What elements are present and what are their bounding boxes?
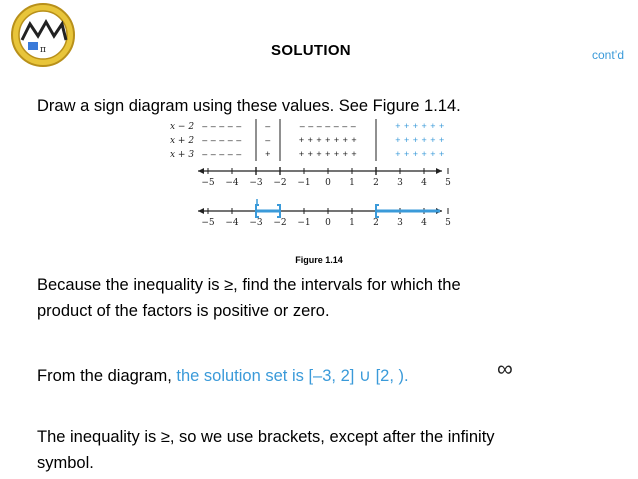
axis-arrow-right <box>436 168 442 174</box>
tick-label: 1 <box>349 178 355 188</box>
tick-label: 4 <box>421 218 427 228</box>
tick-label: −3 <box>249 178 263 188</box>
number-line-top <box>198 167 451 188</box>
figure-caption: Figure 1.14 <box>295 255 343 265</box>
svg-text:π: π <box>40 45 46 55</box>
sign-segment: – – – – – <box>202 135 242 145</box>
tick-label: −1 <box>297 218 311 228</box>
tick-label: 4 <box>421 178 427 188</box>
paragraph-sign-diagram: Draw a sign diagram using these values. See Figure 1.14. <box>37 97 461 115</box>
tick-label: 0 <box>325 178 331 188</box>
infinity-symbol: ∞ <box>497 356 513 381</box>
tick-label: 5 <box>445 178 451 188</box>
tick-label: 2 <box>373 178 379 188</box>
paragraph-solution <box>37 363 409 389</box>
tick-label: −4 <box>225 218 239 228</box>
paragraph-inequality-line1: Because the inequality is ≥, find the intervals for which the <box>37 276 461 294</box>
paragraph-brackets-line2: symbol. <box>37 454 94 472</box>
paragraph-brackets-line1: The inequality is ≥, so we use brackets, except after the infinity <box>37 428 495 446</box>
solution-prefix: From the diagram, <box>37 367 177 385</box>
tick-label: 5 <box>445 218 451 228</box>
tick-label: 3 <box>397 218 403 228</box>
solution-set: the solution set is [–3, 2] ∪ [2, ). <box>176 367 409 385</box>
sign-segment: – – – – – – – <box>299 121 357 131</box>
paragraph-brackets <box>37 424 495 476</box>
sign-diagram-figure <box>160 117 452 237</box>
row-label: x − 2 <box>170 122 195 132</box>
sign-segment: – <box>265 121 271 131</box>
row-label: x + 3 <box>170 150 195 160</box>
tick-label: −3 <box>249 218 263 228</box>
tick-label: −1 <box>297 178 311 188</box>
sign-segment: – – – – – <box>202 149 242 159</box>
tick-label: 2 <box>373 218 379 228</box>
tick-label: 0 <box>325 218 331 228</box>
sign-segment: + + + + + + <box>395 135 445 145</box>
sign-segment: + + + + + + <box>395 149 445 159</box>
slide-title: SOLUTION <box>271 42 351 59</box>
number-line-solution <box>198 199 451 228</box>
tick-label: −2 <box>273 178 287 188</box>
tick-label: −4 <box>225 178 239 188</box>
tick-label: −5 <box>201 218 215 228</box>
sign-rows <box>170 119 445 161</box>
sign-segment: + + + + + + + <box>298 135 358 145</box>
row-label: x + 2 <box>170 136 195 146</box>
axis-arrow-left <box>198 168 204 174</box>
paragraph-inequality <box>37 272 461 324</box>
continued-label: cont’d <box>591 48 624 62</box>
sign-segment: + <box>265 149 271 159</box>
sign-segment: – <box>265 135 271 145</box>
tick-label: 1 <box>349 218 355 228</box>
sign-segment: + + + + + + <box>395 121 445 131</box>
sign-segment: – – – – – <box>202 121 242 131</box>
tick-label: −2 <box>273 218 287 228</box>
tick-label: −5 <box>201 178 215 188</box>
tick-label: 3 <box>397 178 403 188</box>
paragraph-inequality-line2: product of the factors is positive or zero. <box>37 302 330 320</box>
sign-segment: + + + + + + + <box>298 149 358 159</box>
axis-arrow-left <box>198 208 204 214</box>
